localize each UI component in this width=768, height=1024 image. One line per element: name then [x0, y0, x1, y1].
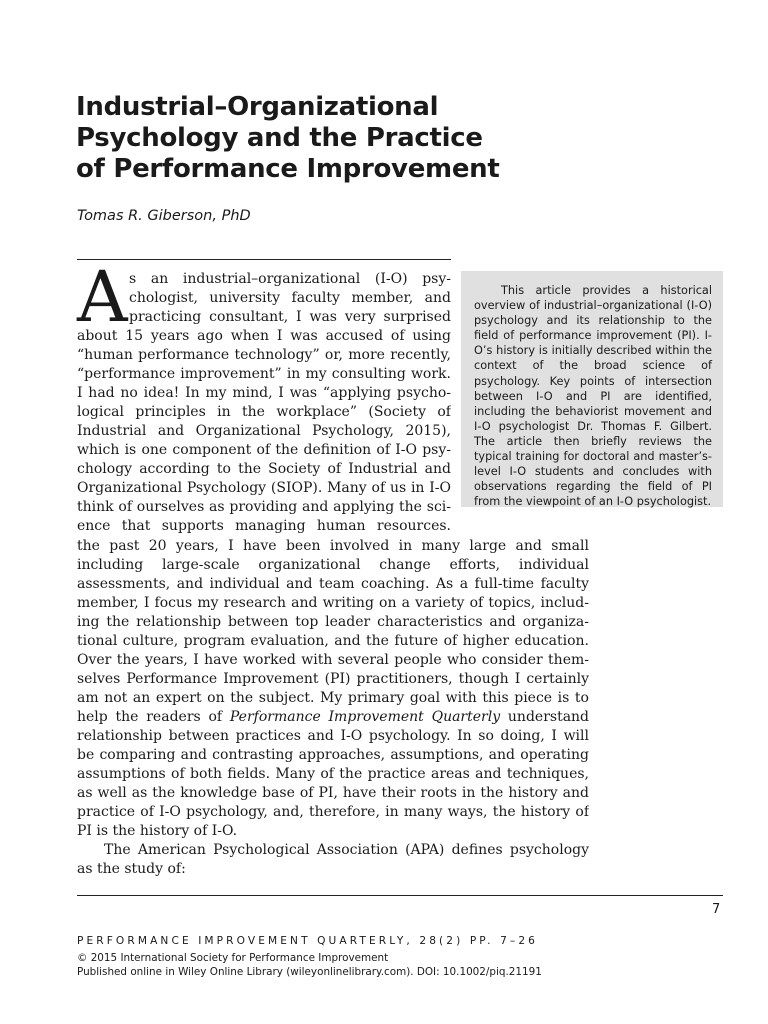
article-title [76, 92, 636, 185]
journal-citation: PERFORMANCE IMPROVEMENT QUARTERLY, 28(2) PP. 7–26 [77, 935, 538, 947]
title-line: Industrial–Organizational [76, 92, 439, 122]
drop-cap: A [77, 256, 128, 338]
body-line: ence that supports managing human resources. [77, 518, 451, 534]
body-line: as the study of: [77, 861, 186, 877]
body-line: PI is the history of I-O. [77, 823, 238, 839]
body-line: the past 20 years, I have been involved in many large and small [77, 538, 589, 554]
body-line: Over the years, I have worked with several people who consider them- [77, 652, 589, 668]
title-divider [77, 259, 451, 260]
body-line: member, I focus my research and writing on a variety of topics, includ- [77, 595, 589, 611]
journal-title-italic: Performance Improvement Quarterly [229, 709, 501, 725]
body-line: selves Performance Improvement (PI) practitioners, though I certainly [77, 671, 589, 687]
body-line: practice of I-O psychology, and, therefore, in many ways, the history of [77, 804, 589, 820]
body-line: assumptions of both fields. Many of the practice areas and techniques, [77, 766, 589, 782]
title-line: Psychology and the Practice [76, 123, 483, 153]
body-line: “human performance technology” or, more recently, [77, 347, 451, 363]
body-line-with-italic [77, 708, 589, 727]
body-line: I had no idea! In my mind, I was “applying psycho- [77, 385, 451, 401]
page-number: 7 [712, 902, 721, 917]
body-line: including large-scale organizational change efforts, individual [77, 557, 589, 573]
body-line: “performance improvement” in my consulting work. [77, 366, 451, 382]
abstract-text: This article provides a historical overview of industrial–organizational (I-O) psychology and its relationship to the field of performance improvement (PI). I-O’s history is initially described within the context of the broad science of psychology. Key points of intersection between I-O and PI are identified, including the behaviorist movement and I-O psychologist Dr. Thomas F. Gilbert. The article then briefly reviews the typical training for doctoral and master’s-level I-O students and concludes with observations regarding the field of PI from the viewpoint of an I-O psychologist. [474, 284, 712, 509]
footer-divider [77, 895, 723, 896]
body-line: think of ourselves as providing and applying the sci- [77, 499, 451, 515]
body-line: about 15 years ago when I was accused of using [77, 328, 451, 344]
body-line: chologist, university faculty member, and [129, 290, 451, 306]
publication-info: Published online in Wiley Online Library (wileyonlinelibrary.com). DOI: 10.1002/piq.21191 [77, 966, 542, 978]
body-line: ing the relationship between top leader characteristics and organiza- [77, 614, 589, 630]
title-line: of Performance Improvement [76, 154, 500, 184]
body-line: Organizational Psychology (SIOP). Many of us in I-O [77, 480, 451, 496]
body-line: assessments, and individual and team coaching. As a full-time faculty [77, 576, 589, 592]
body-line: chology according to the Society of Industrial and [77, 461, 451, 477]
author-name: Tomas R. Giberson, PhD [77, 208, 251, 224]
body-line: logical principles in the workplace” (Society of [77, 404, 451, 420]
body-line: be comparing and contrasting approaches, assumptions, and operating [77, 747, 589, 763]
body-line: practicing consultant, I was very surprised [129, 309, 451, 325]
abstract-box [461, 271, 723, 507]
body-line: s an industrial–organizational (I-O) psy- [129, 271, 451, 287]
body-line: Industrial and Organizational Psychology, 2015), [77, 423, 451, 439]
body-text-span: help the readers of [77, 709, 230, 725]
body-line: relationship between practices and I-O psychology. In so doing, I will [77, 728, 589, 744]
body-line: tional culture, program evaluation, and the future of higher education. [77, 633, 589, 649]
body-line: The American Psychological Association (APA) defines psychology [104, 842, 589, 858]
body-line: am not an expert on the subject. My primary goal with this piece is to [77, 690, 589, 706]
body-line: as well as the knowledge base of PI, have their roots in the history and [77, 785, 589, 801]
copyright-line: © 2015 International Society for Performance Improvement [77, 952, 389, 964]
body-text-span: understand [507, 709, 589, 725]
body-line: which is one component of the definition of I-O psy- [77, 442, 451, 458]
